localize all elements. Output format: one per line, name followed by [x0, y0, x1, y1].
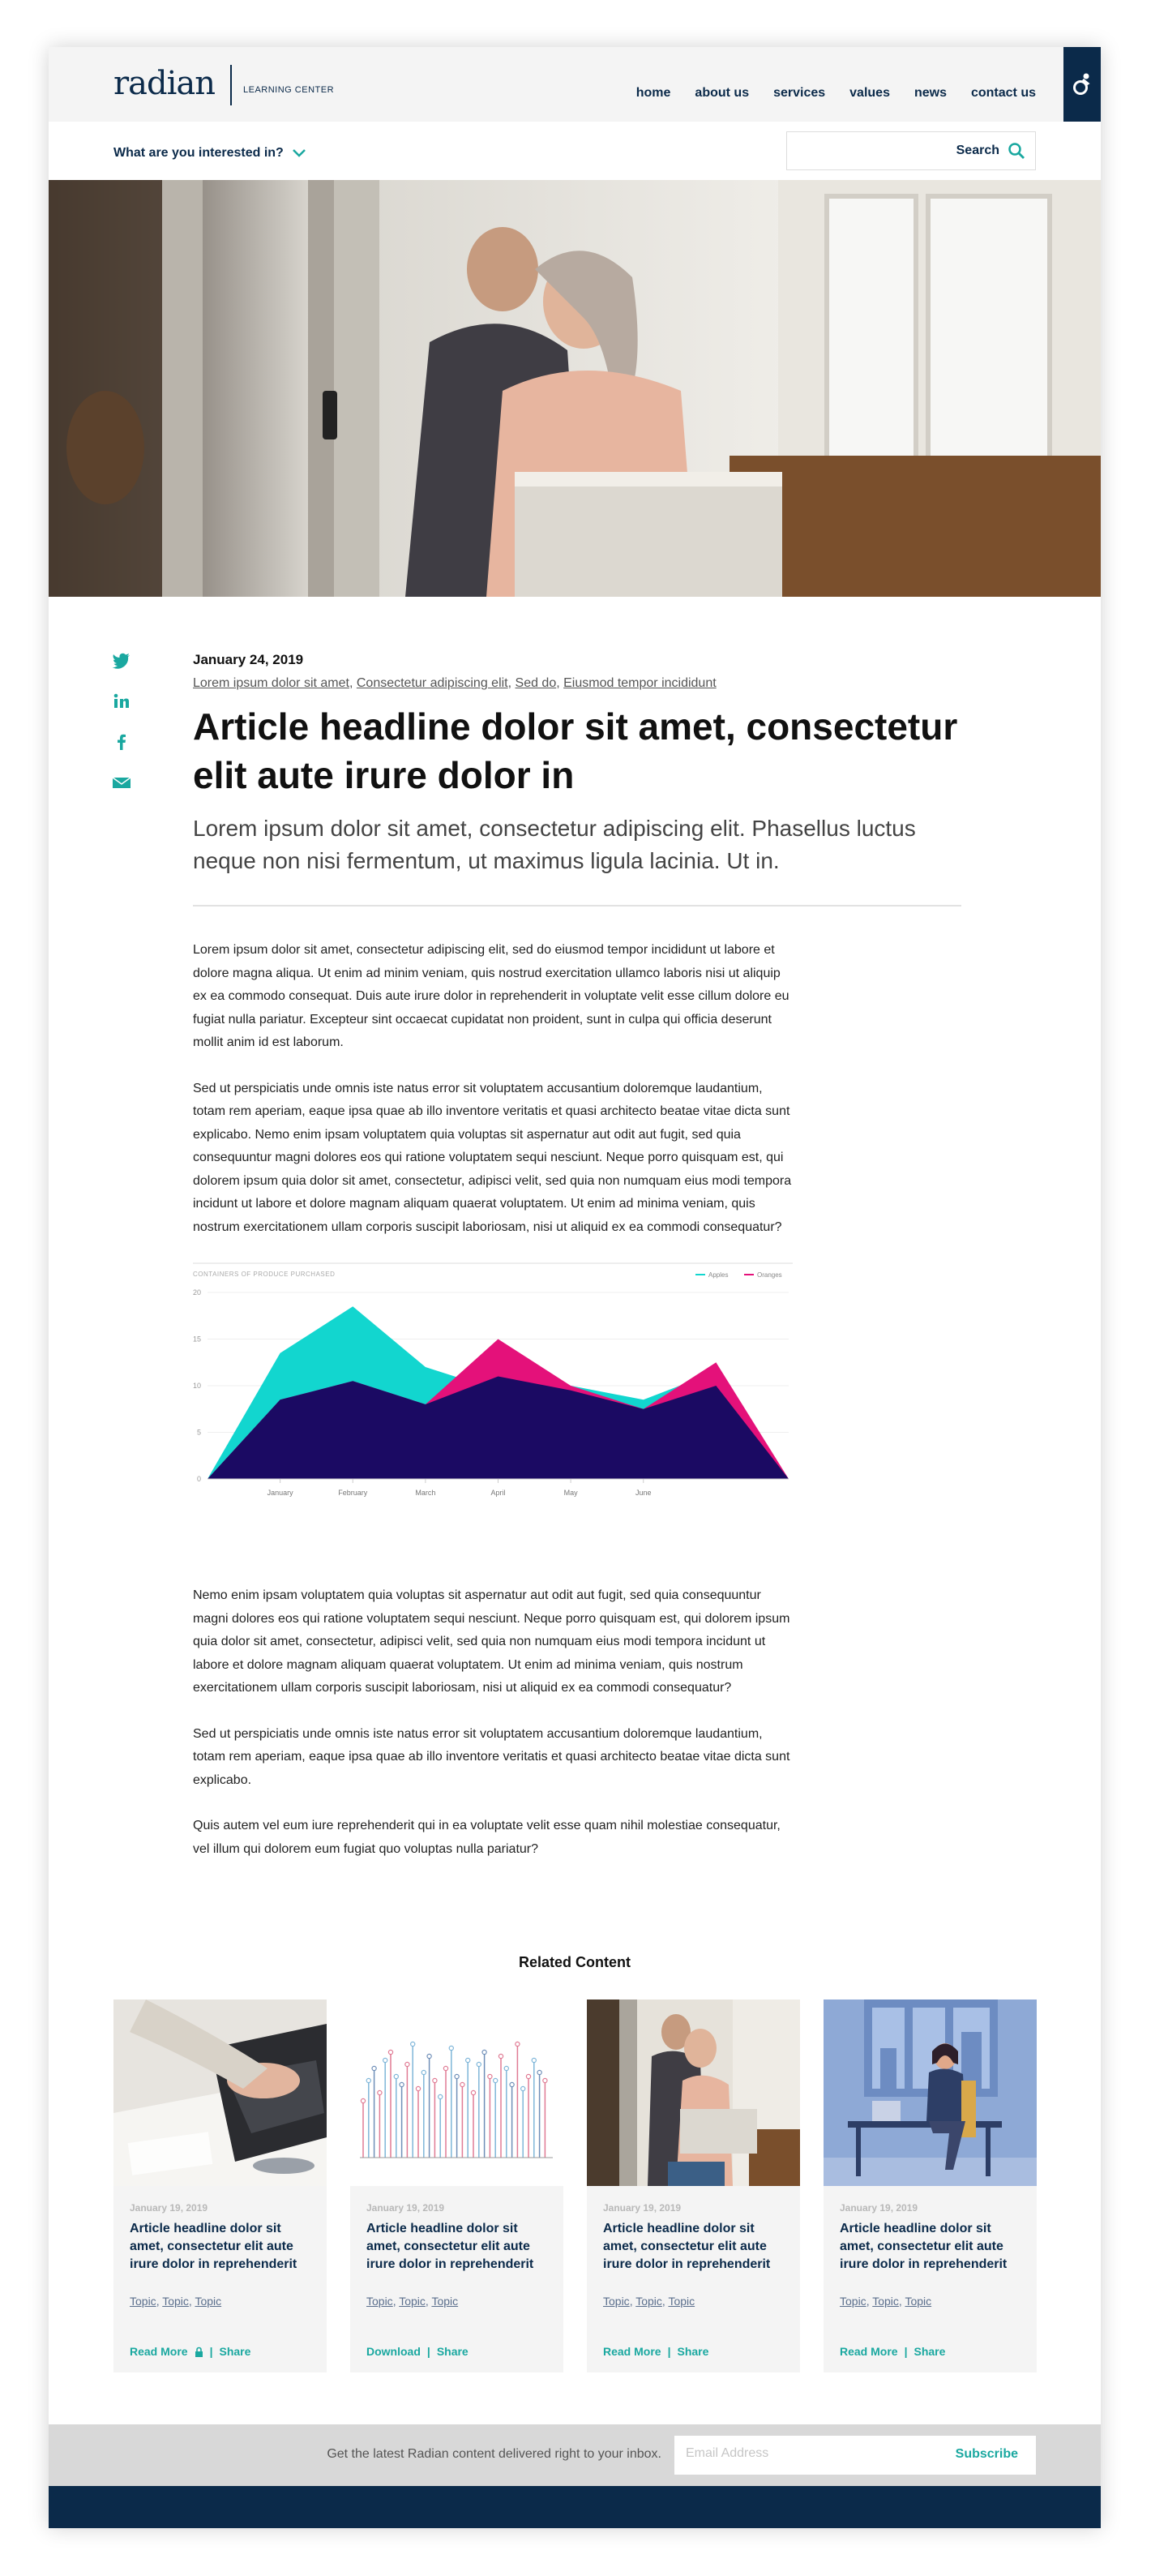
x-tick-label: March	[415, 1489, 436, 1497]
related-cards	[113, 2000, 1037, 2372]
subscribe-box	[674, 2436, 1036, 2475]
page	[49, 47, 1101, 2528]
card-image-laptop	[113, 2000, 327, 2186]
footer	[49, 2486, 1101, 2528]
topic-link[interactable]: Topic	[366, 2295, 393, 2308]
share-link[interactable]: Share	[436, 2345, 469, 2358]
topic-link[interactable]: Topic	[840, 2295, 866, 2308]
card-topics: Topic, Topic, Topic	[840, 2295, 932, 2308]
nav-contact-us[interactable]: contact us	[970, 86, 1036, 100]
lollipop-head	[427, 2054, 431, 2058]
lollipop-head	[361, 2098, 365, 2102]
lollipop-head	[516, 2042, 520, 2046]
card-title[interactable]: Article headline dolor sit amet, consectetur elit aute irure dolor in reprehenderit	[130, 2222, 297, 2271]
topic-link[interactable]: Topic	[668, 2295, 695, 2308]
card-actions	[130, 2345, 250, 2358]
lollipop-head	[532, 2058, 536, 2062]
tag-link[interactable]: Consectetur adipiscing elit	[356, 676, 508, 690]
topic-link[interactable]: Topic	[431, 2295, 459, 2308]
read-more-link[interactable]: Read More	[840, 2345, 898, 2358]
card-topics: Topic, Topic, Topic	[603, 2295, 695, 2308]
lollipop-head	[383, 2058, 387, 2062]
x-tick-label: February	[338, 1489, 368, 1497]
lollipop-head	[466, 2058, 470, 2062]
lollipop-head	[421, 2070, 426, 2074]
lollipop-head	[521, 2086, 525, 2090]
lollipop-head	[460, 2082, 464, 2086]
article	[193, 647, 961, 1884]
card-title[interactable]: Article headline dolor sit amet, consectetur elit aute irure dolor in reprehenderit	[603, 2222, 771, 2271]
related-card[interactable]	[350, 2000, 563, 2372]
lollipop-head	[405, 2062, 409, 2066]
facebook-icon[interactable]	[112, 733, 131, 752]
legend-label: Oranges	[757, 1271, 782, 1279]
related-card[interactable]	[113, 2000, 327, 2372]
x-tick-label: January	[267, 1489, 293, 1497]
x-tick-label: May	[563, 1489, 578, 1497]
paragraph: Sed ut perspiciatis unde omnis iste natus error sit voluptatem accusantium doloremque laudantium, totam rem aperiam, eaque ipsa quae ab illo inventore veritatis et quasi architecto beatae vitae dicta sunt explicabo.	[193, 1726, 790, 1787]
lollipop-head	[455, 2074, 459, 2078]
lollipop-head	[526, 2074, 530, 2078]
card-actions	[366, 2345, 469, 2358]
lollipop-head	[537, 2070, 541, 2074]
tag-link[interactable]: Eiusmod tempor incididunt	[563, 676, 717, 690]
nav-services[interactable]: services	[773, 86, 826, 100]
lollipop-head	[510, 2082, 514, 2086]
card-topics: Topic, Topic, Topic	[366, 2295, 459, 2308]
lollipop-head	[449, 2046, 453, 2050]
download-link[interactable]: Download	[366, 2345, 421, 2358]
y-tick-label: 5	[196, 1428, 201, 1437]
card-image-chart	[350, 2000, 563, 2186]
topic-link[interactable]: Topic	[603, 2295, 630, 2308]
share-link[interactable]: Share	[219, 2345, 251, 2358]
subscribe-bar	[49, 2424, 1101, 2486]
lollipop-head	[482, 2050, 486, 2054]
search-icon[interactable]	[1008, 142, 1025, 160]
related-card[interactable]	[587, 2000, 800, 2372]
lollipop-head	[400, 2082, 404, 2086]
logo-subtitle: LEARNING CENTER	[243, 85, 335, 95]
hero-image	[49, 180, 1101, 597]
y-tick-label: 0	[196, 1475, 201, 1483]
subscribe-text: Get the latest Radian content delivered right to your inbox.	[327, 2447, 661, 2461]
article-dek: Lorem ipsum dolor sit amet, consectetur adipiscing elit. Phasellus luctus neque non nisi fermentum, ut maximus ligula lacinia. Ut in.	[193, 816, 916, 873]
y-tick-label: 10	[193, 1382, 201, 1390]
lollipop-head	[411, 2042, 415, 2046]
tag-link[interactable]: Sed do	[515, 676, 557, 690]
lollipop-head	[439, 2094, 443, 2098]
search-box[interactable]	[786, 131, 1036, 170]
y-tick-label: 20	[193, 1288, 201, 1297]
share-link[interactable]: Share	[677, 2345, 709, 2358]
lollipop-head	[504, 2066, 508, 2070]
lollipop-head	[443, 2066, 447, 2070]
lollipop-head	[543, 2078, 547, 2082]
related-content-title: Related Content	[518, 1954, 631, 1970]
nav-home[interactable]: home	[635, 86, 671, 100]
read-more-link[interactable]: Read More	[130, 2345, 188, 2358]
article-tags: Lorem ipsum dolor sit amet, Consectetur adipiscing elit, Sed do, Eiusmod tempor incididunt	[193, 676, 717, 690]
lollipop-head	[366, 2078, 370, 2082]
social-share	[112, 652, 131, 793]
lollipop-head	[433, 2078, 437, 2082]
lollipop-head	[372, 2066, 376, 2070]
search-label: Search	[956, 144, 999, 157]
x-tick-label: June	[635, 1489, 652, 1497]
logo[interactable]: radian	[113, 65, 215, 102]
topic-link[interactable]: Topic	[162, 2295, 189, 2308]
card-date: January 19, 2019	[840, 2202, 918, 2214]
action-separator: |	[667, 2345, 671, 2358]
lollipop-head	[388, 2050, 392, 2054]
lollipop-head	[416, 2086, 420, 2090]
accessibility-icon	[1072, 72, 1093, 96]
nav-about-us[interactable]: about us	[695, 86, 750, 100]
lollipop-head	[394, 2074, 398, 2078]
paragraph: Lorem ipsum dolor sit amet, consectetur adipiscing elit, sed do eiusmod tempor incididunt ut labore et dolore magna aliqua. Ut enim ad minim veniam, quis nostrud exercitation ullamco laboris nisi ut aliquip ex ea commodo consequat. Duis aute irure dolor in reprehenderit in voluptate velit esse cillum dolore eu fugiat nulla pariatur. Excepteur sint occaecat cupidatat non proident, sunt in culpa qui officia deserunt mollit anim id est laborum.	[193, 943, 789, 1049]
paragraph: Nemo enim ipsam voluptatem quia voluptas sit aspernatur aut odit aut fugit, sed quia consequuntur magni dolores eos qui ratione voluptatem sequi nesciunt. Neque porro quisquam est, qui dolorem ipsum quia dolor sit amet, consectetur, adipisci velit, sed quia non numquam eius modi tempora incidunt ut labore et dolore magnam aliquam quaerat voluptatem. Ut enim ad minima veniam, quis nostrum exercitationem ullam corporis suscipit laboriosam, nisi ut aliquid ex ea commodi consequatur?	[193, 1588, 790, 1695]
topic-link[interactable]: Topic	[130, 2295, 156, 2308]
nav-values[interactable]: values	[849, 86, 890, 100]
legend-label: Apples	[708, 1271, 729, 1279]
twitter-icon[interactable]	[112, 652, 131, 671]
action-separator: |	[209, 2345, 213, 2358]
main-nav	[636, 86, 1036, 101]
card-date: January 19, 2019	[603, 2202, 682, 2214]
lollipop-head	[488, 2074, 492, 2078]
card-image-couple	[587, 2000, 800, 2186]
read-more-link[interactable]: Read More	[603, 2345, 661, 2358]
lock-icon	[195, 2347, 203, 2357]
lollipop-head	[378, 2090, 382, 2094]
interest-label: What are you interested in?	[113, 146, 284, 160]
card-title[interactable]: Article headline dolor sit amet, consectetur elit aute irure dolor in reprehenderit	[840, 2222, 1008, 2271]
email-input[interactable]	[684, 2445, 931, 2462]
y-tick-label: 15	[193, 1335, 201, 1344]
paragraph: Quis autem vel eum iure reprehenderit qui in ea voluptate velit esse quam nihil molestiae consequatur, vel illum qui dolorem eum fugiat quo voluptas nulla pariatur?	[193, 1819, 781, 1856]
x-tick-label: April	[490, 1489, 506, 1497]
share-link[interactable]: Share	[914, 2345, 946, 2358]
topic-link[interactable]: Topic	[195, 2295, 222, 2308]
linkedin-icon[interactable]	[112, 692, 131, 712]
topic-link[interactable]: Topic	[399, 2295, 426, 2308]
topic-link[interactable]: Topic	[905, 2295, 932, 2308]
action-separator: |	[426, 2345, 430, 2358]
topic-link[interactable]: Topic	[635, 2295, 662, 2308]
area-chart	[193, 1262, 793, 1521]
article-body	[193, 939, 793, 1861]
chevron-down-icon	[292, 148, 306, 158]
related-card[interactable]	[824, 2000, 1037, 2372]
subscribe-button[interactable]: Subscribe	[955, 2447, 1018, 2461]
chart-svg	[193, 1262, 793, 1521]
card-actions	[840, 2345, 945, 2358]
card-topics: Topic, Topic, Topic	[130, 2295, 222, 2308]
interest-dropdown[interactable]	[113, 146, 306, 161]
email-icon[interactable]	[112, 774, 131, 793]
paragraph: Sed ut perspiciatis unde omnis iste natus error sit voluptatem accusantium doloremque laudantium, totam rem aperiam, eaque ipsa quae ab illo inventore veritatis et quasi architecto beatae vitae dicta sunt explicabo. Nemo enim ipsam voluptatem quia voluptas sit aspernatur aut odit aut fugit, sed quia consequuntur magni dolores eos qui ratione voluptatem sequi nesciunt. Neque porro quisquam est, qui dolorem ipsum quia dolor sit amet, consectetur, adipisci velit, sed quia non numquam eius modi tempora incidunt ut labore et dolore magnam aliquam quaerat voluptatem. Ut enim ad minima veniam, quis nostrum exercitationem ullam corporis suscipit laboriosam, nisi ut aliquid ex ea commodi consequatur?	[193, 1081, 792, 1234]
lollipop-head	[471, 2090, 475, 2094]
card-actions	[603, 2345, 708, 2358]
card-image-office-illustration	[824, 2000, 1037, 2186]
article-date: January 24, 2019	[193, 652, 304, 667]
article-headline: Article headline dolor sit amet, consectetur elit aute irure dolor in	[193, 705, 958, 796]
tag-link[interactable]: Lorem ipsum dolor sit amet	[193, 676, 349, 690]
lollipop-head	[494, 2078, 498, 2082]
card-date: January 19, 2019	[366, 2202, 445, 2214]
sub-header	[49, 122, 1101, 180]
card-date: January 19, 2019	[130, 2202, 208, 2214]
chart-title: CONTAINERS OF PRODUCE PURCHASED	[193, 1271, 336, 1278]
nav-news[interactable]: news	[914, 86, 947, 100]
lollipop-head	[498, 2054, 503, 2058]
action-separator: |	[904, 2345, 908, 2358]
topic-link[interactable]: Topic	[872, 2295, 899, 2308]
logo-divider	[230, 65, 232, 105]
divider	[193, 905, 961, 907]
card-title[interactable]: Article headline dolor sit amet, consectetur elit aute irure dolor in reprehenderit	[366, 2222, 534, 2271]
lollipop-head	[477, 2062, 481, 2066]
top-header	[49, 47, 1101, 122]
accessibility-button[interactable]	[1063, 47, 1101, 122]
